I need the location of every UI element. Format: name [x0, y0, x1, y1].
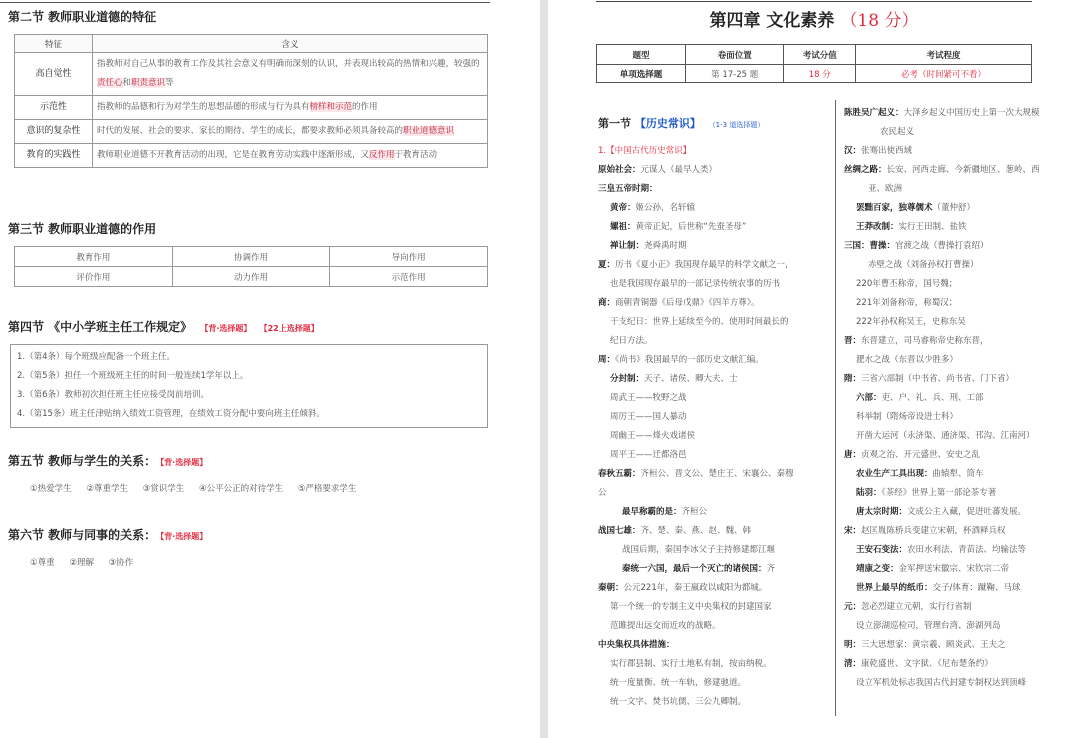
history-line [844, 237, 1076, 256]
history-text: 《茶经》世界上第一部论茶专著 [881, 488, 997, 498]
history-text: 东晋建立，司马睿称帝史称东晋， [861, 336, 989, 346]
history-text: 纪日方法。 [610, 336, 653, 346]
history-text: 长安、河西走廊、今新疆地区、葱岭、西 [886, 165, 1040, 175]
history-line [844, 104, 1076, 123]
history-line [598, 674, 830, 693]
history-term: 陈胜吴广起义： [844, 108, 904, 118]
list-item: ④公平公正的对待学生 [198, 484, 284, 494]
history-line [844, 123, 1076, 142]
table-row [15, 53, 488, 96]
history-text: 吏、户、礼、兵、刑、工部 [881, 393, 984, 403]
history-text: 实行王田制、盐铁 [898, 222, 967, 232]
history-text: 公元221年，秦王嬴政以咸阳为都城。 [623, 583, 768, 593]
history-line [844, 579, 1076, 598]
history-text: 统一文字、焚书坑儒、三公九卿制。 [610, 697, 747, 707]
history-text: 官渡之战（曹操打袁绍） [895, 241, 989, 251]
highlight: 反作用 [369, 150, 395, 160]
history-term: 六部： [856, 393, 882, 403]
table-row [15, 120, 488, 144]
trait-meaning [93, 144, 488, 168]
table-row [15, 247, 488, 267]
text: 等 [165, 78, 174, 88]
history-line [844, 199, 1076, 218]
history-text: 科举制（隋炀帝设进士科） [856, 412, 959, 422]
history-term: 世界上最早的纸币： [856, 583, 933, 593]
list-item: ③赏识学生 [142, 484, 185, 494]
history-text: 康乾盛世、文字狱、《尼布楚条约》 [861, 659, 993, 669]
trait-name: 高自觉性 [15, 53, 93, 96]
history-term: 三皇五帝时期： [598, 184, 658, 194]
history-text: 淝水之战（东晋以少胜多） [856, 355, 959, 365]
history-text: 农民起义 [880, 127, 915, 137]
history-text: 三大思想家：黄宗羲、顾炎武、王夫之 [861, 640, 1006, 650]
trait-name: 示范性 [15, 96, 93, 120]
history-line [844, 161, 1076, 180]
role-cell: 协调作用 [172, 247, 330, 267]
history-text: 周平王——迁都洛邑 [610, 450, 687, 460]
section5-title-text: 第五节 教师与学生的关系： [8, 454, 157, 468]
colleague-relations-list [30, 556, 145, 568]
list-item: ②尊重学生 [86, 484, 128, 494]
table-header-row [15, 35, 488, 53]
section1-bracket: 【历史常识】 [634, 117, 701, 130]
history-line [598, 218, 830, 237]
table-header-row [597, 45, 1032, 65]
history-line [844, 503, 1076, 522]
history-line [844, 598, 1076, 617]
section4-title-text: 第四节 《中小学班主任工作规定》 [8, 320, 193, 334]
history-term: 禅让制： [610, 241, 645, 251]
history-term: 原始社会： [598, 165, 641, 175]
history-term: 王莽改制： [856, 222, 899, 232]
highlight: 责任心 [97, 78, 123, 88]
history-line [844, 655, 1076, 674]
history-line [844, 351, 1076, 370]
top-rule [596, 1, 1032, 2]
trait-meaning [93, 53, 488, 96]
section1-title [598, 115, 764, 131]
history-text: 黄帝正妃，后世称“先蚕圣母” [635, 222, 747, 232]
history-line [844, 674, 1076, 693]
history-text: 三省六部制（中书省、尚书省、门下省） [861, 374, 1015, 384]
history-text: 文成公主入藏，促进吐蕃发展。 [907, 507, 1027, 517]
chapter-score: （18 分） [840, 11, 919, 31]
history-line [598, 294, 830, 313]
history-line [598, 598, 830, 617]
section5-tag: 【背·选择题】 [160, 458, 208, 467]
history-text: 范雎提出远交而近攻的战略。 [610, 621, 721, 631]
history-term: 宋： [844, 526, 862, 536]
section4-title [8, 318, 319, 335]
list-item: 4.（第15条）班主任津贴纳入绩效工资管理，在绩效工资分配中要向班主任倾斜。 [17, 409, 325, 419]
history-line [598, 560, 830, 579]
chapter-title-text: 第四章 文化素养 [709, 11, 835, 31]
history-text: 干支纪日：世界上延续至今的、使用时间最长的 [610, 317, 789, 327]
highlight: 职责意识 [131, 78, 166, 88]
header-cell: 含义 [93, 35, 488, 53]
history-term: 农业生产工具出现： [856, 469, 933, 479]
history-line [844, 446, 1076, 465]
header-cell: 题型 [597, 45, 686, 65]
history-text: （董仲舒） [932, 203, 976, 213]
history-text: 张骞出使西域 [861, 146, 913, 156]
history-line [844, 256, 1076, 275]
trait-name: 意识的复杂性 [15, 120, 93, 144]
section4-tag: 【22上选择题】 [259, 324, 319, 333]
history-line [598, 389, 830, 408]
history-line [844, 332, 1076, 351]
list-item: ①尊重 [30, 558, 55, 568]
section1-label: 第一节 [598, 117, 631, 130]
trait-meaning [93, 120, 488, 144]
history-text: 也是我国现存最早的一部记录传统农事的历书 [610, 279, 781, 289]
history-line [598, 465, 830, 484]
section6-title [8, 526, 207, 543]
history-text: 齐、楚、秦、燕、赵、魏、韩 [640, 526, 752, 536]
highlight: 职业道德意识 [403, 126, 455, 136]
history-term: 元： [844, 602, 862, 612]
history-line [844, 180, 1076, 199]
table-row [15, 267, 488, 287]
history-term: 明： [844, 640, 862, 650]
section3-title: 第三节 教师职业道德的作用 [8, 222, 157, 236]
column-divider [835, 100, 836, 716]
chapter-title [548, 6, 1080, 31]
history-text: 大泽乡起义中国历史上第一次大规模 [903, 108, 1040, 118]
history-line [844, 636, 1076, 655]
history-line [598, 275, 830, 294]
history-line [598, 237, 830, 256]
list-item: ①热爱学生 [30, 484, 72, 494]
history-line [598, 427, 830, 446]
role-cell: 导向作用 [330, 247, 488, 267]
history-text: 周武王——牧野之战 [610, 393, 687, 403]
history-term: 陆羽： [856, 488, 882, 498]
history-term: 分封制： [610, 374, 645, 384]
history-text: 第一个统一的专制主义中央集权的封建国家 [610, 602, 772, 612]
history-line [598, 484, 830, 503]
exam-info-table [596, 44, 1032, 83]
question-level: 必考（时间紧可不看） [856, 65, 1032, 83]
table-row [15, 144, 488, 168]
history-text: 《尚书》我国最早的一部历史文献汇编。 [615, 355, 764, 365]
history-text: 曲辕犁、筒车 [932, 469, 984, 479]
history-right-column [844, 104, 1076, 693]
history-line [598, 655, 830, 674]
roles-table [14, 246, 488, 287]
top-rule [0, 2, 490, 3]
history-line [844, 218, 1076, 237]
history-term: 秦统一六国，最后一个灭亡的诸侯国： [622, 564, 767, 574]
role-cell: 动力作用 [172, 267, 330, 287]
question-position: 第 17-25 题 [686, 65, 784, 83]
right-page [548, 0, 1080, 738]
history-text: 周幽王——烽火戏诸侯 [610, 431, 696, 441]
history-line [598, 332, 830, 351]
section1-note: （1-3 道选择题） [708, 121, 765, 129]
history-text: 战国后期，秦国李冰父子主持修建都江堰 [622, 545, 776, 555]
history-text: 贞观之治、开元盛世、安史之乱 [861, 450, 981, 460]
history-text: 221年刘备称帝，称蜀汉； [856, 298, 958, 308]
history-line [844, 522, 1076, 541]
section2-title: 第二节 教师职业道德的特征 [8, 10, 157, 24]
history-text: 开凿大运河（永济渠、通济渠、邗沟、江南河） [856, 431, 1035, 441]
text: 的作用 [352, 102, 378, 112]
history-text: 实行郡县制、实行土地私有制，按亩纳税。 [610, 659, 772, 669]
text: 和 [122, 78, 132, 88]
history-line [844, 541, 1076, 560]
history-term: 黄帝： [610, 203, 636, 213]
history-line [598, 351, 830, 370]
history-line [598, 161, 830, 180]
history-text: 姬公孙，名轩辕 [635, 203, 696, 213]
history-term: 三国： [844, 241, 870, 251]
history-line [598, 579, 830, 598]
history-line [598, 199, 830, 218]
history-term: 嫘祖： [610, 222, 636, 232]
role-cell: 教育作用 [15, 247, 173, 267]
role-cell: 评价作用 [15, 267, 173, 287]
history-term: 战国七雄： [598, 526, 641, 536]
history-term: 晋： [844, 336, 862, 346]
traits-table [14, 34, 488, 168]
text: 时代的发展、社会的要求、家长的期待、学生的成长，都要求教师必须具备较高的 [97, 126, 404, 136]
history-text: 金军押送宋徽宗、宋钦宗二帝 [898, 564, 1010, 574]
student-relations-list [30, 482, 368, 494]
section4-tag: 【背·选择题】 [200, 324, 252, 333]
history-term: 唐太宗时期： [856, 507, 908, 517]
history-line [598, 522, 830, 541]
history-line [598, 446, 830, 465]
history-line [598, 636, 830, 655]
history-term: 靖康之变： [856, 564, 899, 574]
text: 于教育活动 [394, 150, 438, 160]
history-term: 丝绸之路： [844, 165, 887, 175]
history-term: 秦朝： [598, 583, 624, 593]
trait-name: 教育的实践性 [15, 144, 93, 168]
history-line [598, 180, 830, 199]
question-score: 18 分 [784, 65, 856, 83]
history-text: 农田水利法、青苗法、均输法等 [907, 545, 1027, 555]
history-line [844, 484, 1076, 503]
history-text: 忽必烈建立元朝，实行行省制 [861, 602, 972, 612]
history-left-column [598, 142, 830, 712]
history-text: 赵匡胤陈桥兵变建立宋朝，杯酒释兵权 [861, 526, 1006, 536]
history-line [598, 541, 830, 560]
history-line [598, 370, 830, 389]
trait-meaning [93, 96, 488, 120]
header-cell: 特征 [15, 35, 93, 53]
history-text: 设立澎湖巡检司，管理台湾、澎湖列岛 [856, 621, 1001, 631]
table-row [597, 65, 1032, 83]
history-text: 交子/体育：蹴鞠、马球 [932, 583, 1021, 593]
history-term: 隋： [844, 374, 862, 384]
history-text: 周厉王——国人暴动 [610, 412, 687, 422]
history-text: 1.【中国古代历史常识】 [598, 146, 692, 156]
page-gutter [540, 0, 548, 738]
history-text: 统一度量衡、统一车轨，修建驰道。 [610, 678, 747, 688]
history-line [598, 408, 830, 427]
list-item: 3.（第6条）教师初次担任班主任应接受岗前培训。 [17, 390, 210, 400]
history-text: 赤壁之战（刘备孙权打曹操） [868, 260, 979, 270]
section6-title-text: 第六节 教师与同事的关系： [8, 528, 157, 542]
header-cell: 考试分值 [784, 45, 856, 65]
history-line [598, 503, 830, 522]
history-line [844, 427, 1076, 446]
history-text: 亚、欧洲 [868, 184, 903, 194]
history-line [598, 256, 830, 275]
list-item: ③协作 [108, 558, 134, 568]
history-text: 设立军机处标志我国古代封建专制权达到顶峰 [856, 678, 1027, 688]
history-term: 周： [598, 355, 616, 365]
history-line [598, 693, 830, 712]
history-text: 220年曹丕称帝，国号魏； [856, 279, 958, 289]
history-line [844, 313, 1076, 332]
text: 教师职业道德不开教育活动的出现，它是在教育劳动实践中逐渐形成，又 [97, 150, 370, 160]
history-text: 齐桓公 [681, 507, 708, 517]
history-term: 清： [844, 659, 862, 669]
history-line [844, 617, 1076, 636]
question-type: 单项选择题 [597, 65, 686, 83]
history-text: 222年孙权称吴王，史称东吴 [856, 317, 966, 327]
history-text: 元谋人（最早人类） [640, 165, 718, 175]
list-item: 2.（第5条）担任一个班级班主任的时间一般连续1学年以上。 [17, 371, 249, 381]
history-line [844, 408, 1076, 427]
history-line [598, 142, 830, 161]
text: 指教师的品德和行为对学生的思想品德的形成与行为具有 [97, 102, 310, 112]
history-line [844, 465, 1076, 484]
history-text: 天子、诸侯、卿大夫、士 [644, 374, 738, 384]
header-cell: 卷面位置 [686, 45, 784, 65]
history-term: 王安石变法： [856, 545, 908, 555]
history-term: 最早称霸的是： [622, 507, 682, 517]
history-line [844, 294, 1076, 313]
history-text: 历书《夏小正》我国现存最早的科学文献之一， [615, 260, 794, 270]
history-text: 尧舜禹时期 [644, 241, 687, 251]
history-line [844, 275, 1076, 294]
history-text: 齐桓公、晋文公、楚庄王、宋襄公、秦穆 [640, 469, 794, 479]
table-row [15, 96, 488, 120]
history-line [844, 142, 1076, 161]
text: 指教师对自己从事的教育工作及其社会意义有明确而深刻的认识，并表现出较高的热情和兴趣，较强的 [97, 59, 480, 69]
history-term: 汉： [844, 146, 862, 156]
role-cell: 示范作用 [330, 267, 488, 287]
section5-title [8, 452, 207, 469]
history-line [844, 560, 1076, 579]
list-item: ②理解 [69, 558, 94, 568]
history-term: 唐： [844, 450, 862, 460]
list-item: 1.（第4条）每个班级应配备一个班主任。 [17, 352, 176, 362]
history-line [844, 370, 1076, 389]
history-term: 中央集权具体措施： [598, 640, 675, 650]
history-text: 齐 [766, 564, 776, 574]
history-line [598, 617, 830, 636]
section6-tag: 【背·选择题】 [160, 532, 208, 541]
history-term: 夏： [598, 260, 616, 270]
history-term: 罢黜百家，独尊儒术 [856, 203, 933, 213]
history-term: 商： [598, 298, 616, 308]
history-text: 公 [598, 488, 607, 498]
history-text: 商朝青铜器《后母戊鼎》《四羊方尊》。 [615, 298, 760, 308]
history-line [598, 313, 830, 332]
highlight: 榜样和示范 [309, 102, 353, 112]
rules-box [10, 344, 488, 428]
history-text: 曹操： [869, 241, 896, 251]
header-cell: 考试程度 [856, 45, 1032, 65]
history-term: 春秋五霸： [598, 469, 641, 479]
list-item: ⑤严格要求学生 [297, 484, 357, 494]
history-line [844, 389, 1076, 408]
